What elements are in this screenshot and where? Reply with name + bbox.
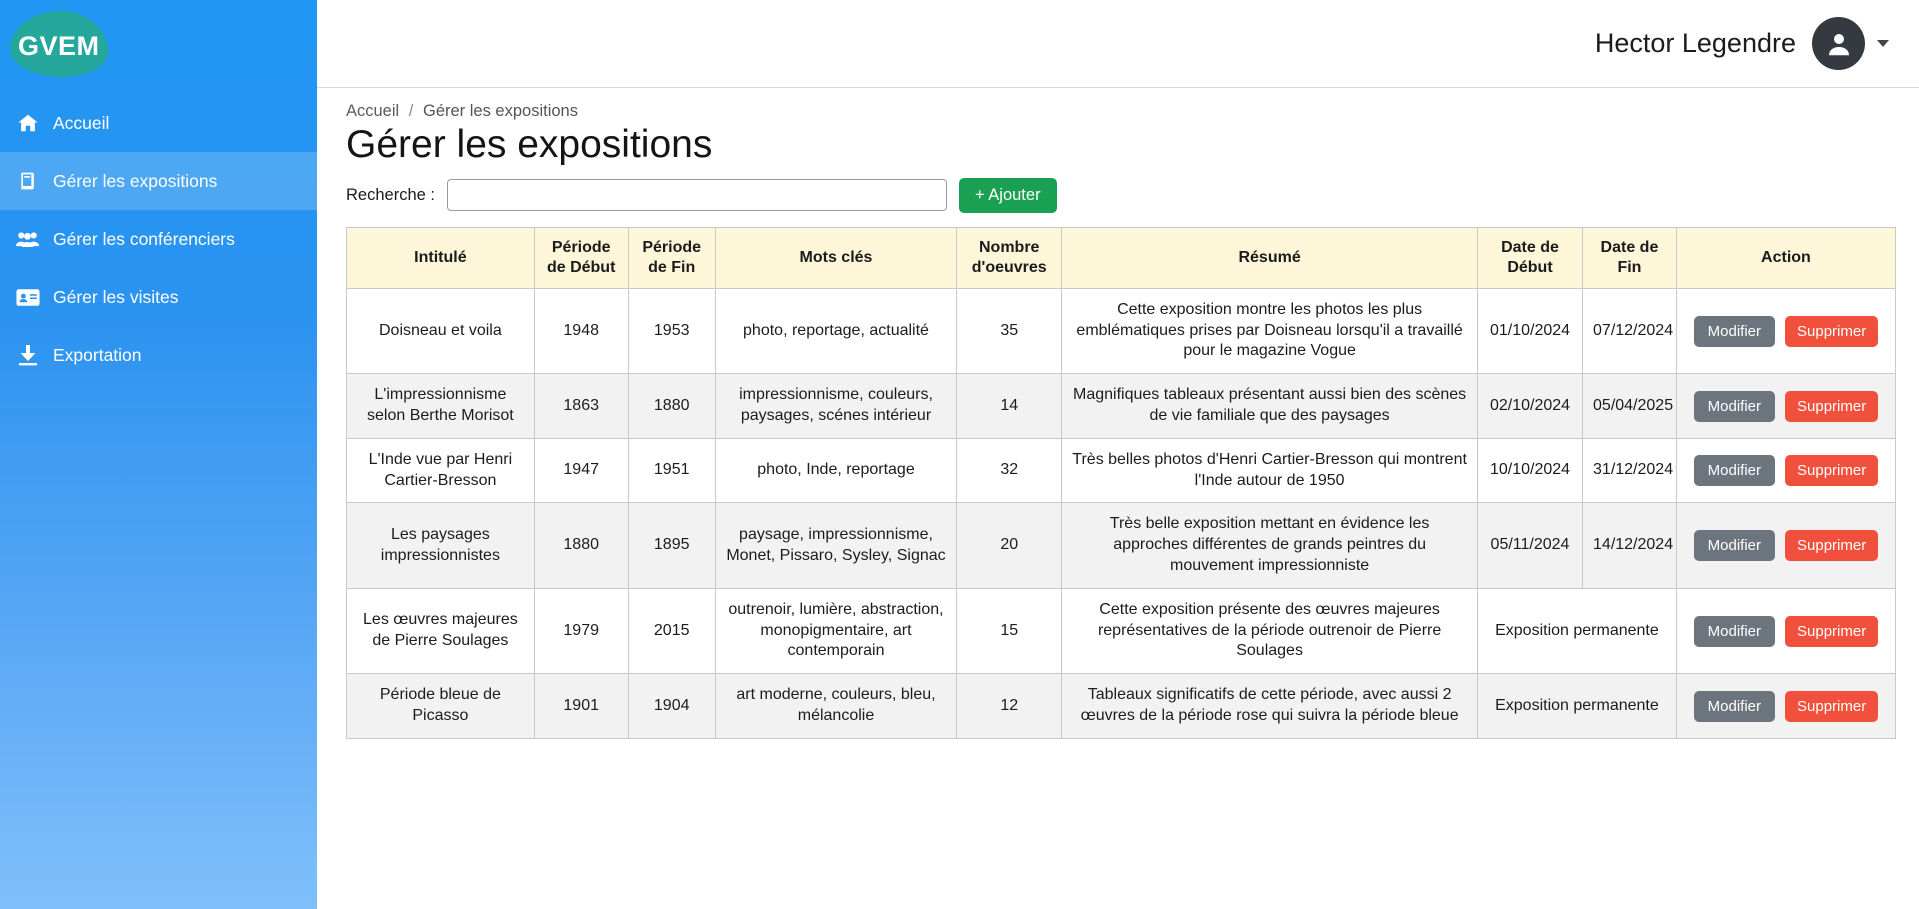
cell-periode-debut: 1947 xyxy=(534,438,628,503)
cell-resume: Tableaux significatifs de cette période, avec aussi 2 œuvres de la période rose qui suivra la période bleue xyxy=(1062,674,1478,739)
search-label: Recherche : xyxy=(346,185,435,204)
sidebar-nav xyxy=(0,94,317,384)
row-actions xyxy=(1687,391,1885,422)
home-icon xyxy=(15,111,40,136)
row-actions xyxy=(1687,530,1885,561)
breadcrumb xyxy=(330,102,1895,121)
cell-nombre-oeuvres: 12 xyxy=(957,674,1062,739)
cell-intitule: Les paysages impressionnistes xyxy=(347,503,535,588)
delete-button[interactable]: Supprimer xyxy=(1785,691,1878,722)
cell-periode-fin: 1880 xyxy=(628,374,715,439)
row-actions xyxy=(1687,616,1885,647)
column-header-action: Action xyxy=(1676,227,1895,288)
row-actions xyxy=(1687,691,1885,722)
cell-action xyxy=(1676,288,1895,373)
cell-periode-debut: 1901 xyxy=(534,674,628,739)
cell-periode-fin: 1953 xyxy=(628,288,715,373)
table-row xyxy=(347,288,1896,373)
sidebar-item-label: Gérer les conférenciers xyxy=(53,228,235,249)
table-row xyxy=(347,438,1896,503)
sidebar-item-exportation[interactable] xyxy=(0,326,317,384)
page-content xyxy=(317,88,1919,739)
cell-date-debut: 02/10/2024 xyxy=(1477,374,1582,439)
sidebar-item-label: Exportation xyxy=(53,344,142,365)
delete-button[interactable]: Supprimer xyxy=(1785,455,1878,486)
row-actions xyxy=(1687,455,1885,486)
cell-intitule: Les œuvres majeures de Pierre Soulages xyxy=(347,588,535,673)
delete-button[interactable]: Supprimer xyxy=(1785,316,1878,347)
column-header-date-debut: Date de Début xyxy=(1477,227,1582,288)
cell-action xyxy=(1676,374,1895,439)
expositions-table xyxy=(346,227,1896,739)
cell-periode-debut: 1979 xyxy=(534,588,628,673)
cell-date-fin: 31/12/2024 xyxy=(1583,438,1677,503)
cell-action xyxy=(1676,588,1895,673)
delete-button[interactable]: Supprimer xyxy=(1785,616,1878,647)
topbar xyxy=(317,0,1919,88)
cell-intitule: Doisneau et voila xyxy=(347,288,535,373)
row-actions xyxy=(1687,316,1885,347)
cell-resume: Cette exposition montre les photos les plus emblématiques prises par Doisneau lorsqu'il a travaillé pour le magazine Vogue xyxy=(1062,288,1478,373)
cell-intitule: L'impressionnisme selon Berthe Morisot xyxy=(347,374,535,439)
cell-date-debut: 01/10/2024 xyxy=(1477,288,1582,373)
cell-periode-fin: 1895 xyxy=(628,503,715,588)
sidebar-item-conferenciers[interactable] xyxy=(0,210,317,268)
cell-intitule: Période bleue de Picasso xyxy=(347,674,535,739)
cell-periode-fin: 1904 xyxy=(628,674,715,739)
sidebar-item-label: Gérer les visites xyxy=(53,286,179,307)
download-icon xyxy=(15,343,40,368)
sidebar-item-label: Accueil xyxy=(53,112,110,133)
column-header-date-fin: Date de Fin xyxy=(1583,227,1677,288)
sidebar xyxy=(0,0,317,909)
column-header-resume: Résumé xyxy=(1062,227,1478,288)
table-body xyxy=(347,288,1896,738)
cell-periode-debut: 1948 xyxy=(534,288,628,373)
delete-button[interactable]: Supprimer xyxy=(1785,391,1878,422)
sidebar-item-expositions[interactable] xyxy=(0,152,317,210)
cell-mots-cles: outrenoir, lumière, abstraction, monopigmentaire, art contemporain xyxy=(715,588,956,673)
cell-resume: Cette exposition présente des œuvres majeures représentatives de la période outrenoir de Pierre Soulages xyxy=(1062,588,1478,673)
cell-date-fin: 14/12/2024 xyxy=(1583,503,1677,588)
sidebar-item-visites[interactable] xyxy=(0,268,317,326)
logo-mark xyxy=(10,9,110,79)
table-header-row xyxy=(347,227,1896,288)
cell-date-debut: 05/11/2024 xyxy=(1477,503,1582,588)
edit-button[interactable]: Modifier xyxy=(1694,455,1775,486)
cell-intitule: L'Inde vue par Henri Cartier-Bresson xyxy=(347,438,535,503)
cell-action xyxy=(1676,674,1895,739)
book-icon xyxy=(15,169,40,194)
cell-nombre-oeuvres: 15 xyxy=(957,588,1062,673)
cell-mots-cles: paysage, impressionnisme, Monet, Pissaro, Sysley, Signac xyxy=(715,503,956,588)
sidebar-item-label: Gérer les expositions xyxy=(53,170,218,191)
add-button[interactable]: + Ajouter xyxy=(959,178,1057,213)
edit-button[interactable]: Modifier xyxy=(1694,391,1775,422)
cell-periode-debut: 1880 xyxy=(534,503,628,588)
search-toolbar xyxy=(346,178,1895,213)
edit-button[interactable]: Modifier xyxy=(1694,616,1775,647)
table-row xyxy=(347,588,1896,673)
cell-date-permanente: Exposition permanente xyxy=(1477,588,1676,673)
cell-mots-cles: art moderne, couleurs, bleu, mélancolie xyxy=(715,674,956,739)
cell-resume: Très belles photos d'Henri Cartier-Bresson qui montrent l'Inde autour de 1950 xyxy=(1062,438,1478,503)
cell-date-debut: 10/10/2024 xyxy=(1477,438,1582,503)
cell-nombre-oeuvres: 32 xyxy=(957,438,1062,503)
brand-name: GVEM xyxy=(18,31,100,61)
breadcrumb-current: Gérer les expositions xyxy=(422,102,578,120)
cell-mots-cles: photo, reportage, actualité xyxy=(715,288,956,373)
breadcrumb-home[interactable]: Accueil xyxy=(346,102,400,120)
cell-nombre-oeuvres: 20 xyxy=(957,503,1062,588)
edit-button[interactable]: Modifier xyxy=(1694,316,1775,347)
cell-date-fin: 05/04/2025 xyxy=(1583,374,1677,439)
cell-resume: Magnifiques tableaux présentant aussi bien des scènes de vie familiale que des paysages xyxy=(1062,374,1478,439)
cell-nombre-oeuvres: 14 xyxy=(957,374,1062,439)
cell-date-fin: 07/12/2024 xyxy=(1583,288,1677,373)
breadcrumb-separator: / xyxy=(408,102,414,120)
cell-action xyxy=(1676,438,1895,503)
users-icon xyxy=(15,227,40,252)
sidebar-item-accueil[interactable] xyxy=(0,94,317,152)
search-input[interactable] xyxy=(447,179,947,211)
cell-periode-fin: 1951 xyxy=(628,438,715,503)
cell-periode-debut: 1863 xyxy=(534,374,628,439)
main-area xyxy=(317,0,1919,909)
edit-button[interactable]: Modifier xyxy=(1694,691,1775,722)
user-name: Hector Legendre xyxy=(1594,28,1796,58)
brand-logo[interactable] xyxy=(0,0,317,88)
cell-mots-cles: photo, Inde, reportage xyxy=(715,438,956,503)
table-header xyxy=(347,227,1896,288)
chevron-down-icon[interactable] xyxy=(1877,40,1889,47)
table-row xyxy=(347,503,1896,588)
column-header-mots-cles: Mots clés xyxy=(715,227,956,288)
avatar[interactable] xyxy=(1812,17,1865,70)
id-card-icon xyxy=(15,285,40,310)
cell-date-permanente: Exposition permanente xyxy=(1477,674,1676,739)
table-row xyxy=(347,674,1896,739)
delete-button[interactable]: Supprimer xyxy=(1785,530,1878,561)
cell-resume: Très belle exposition mettant en évidence les approches différentes de grands peintres du mouvement impressionniste xyxy=(1062,503,1478,588)
column-header-intitule: Intitulé xyxy=(347,227,535,288)
page-title: Gérer les expositions xyxy=(346,123,713,166)
table-row xyxy=(347,374,1896,439)
cell-mots-cles: impressionnisme, couleurs, paysages, scénes intérieur xyxy=(715,374,956,439)
column-header-nombre-oeuvres: Nombre d'oeuvres xyxy=(957,227,1062,288)
cell-nombre-oeuvres: 35 xyxy=(957,288,1062,373)
column-header-periode-debut: Période de Début xyxy=(534,227,628,288)
edit-button[interactable]: Modifier xyxy=(1694,530,1775,561)
column-header-periode-fin: Période de Fin xyxy=(628,227,715,288)
cell-periode-fin: 2015 xyxy=(628,588,715,673)
cell-action xyxy=(1676,503,1895,588)
